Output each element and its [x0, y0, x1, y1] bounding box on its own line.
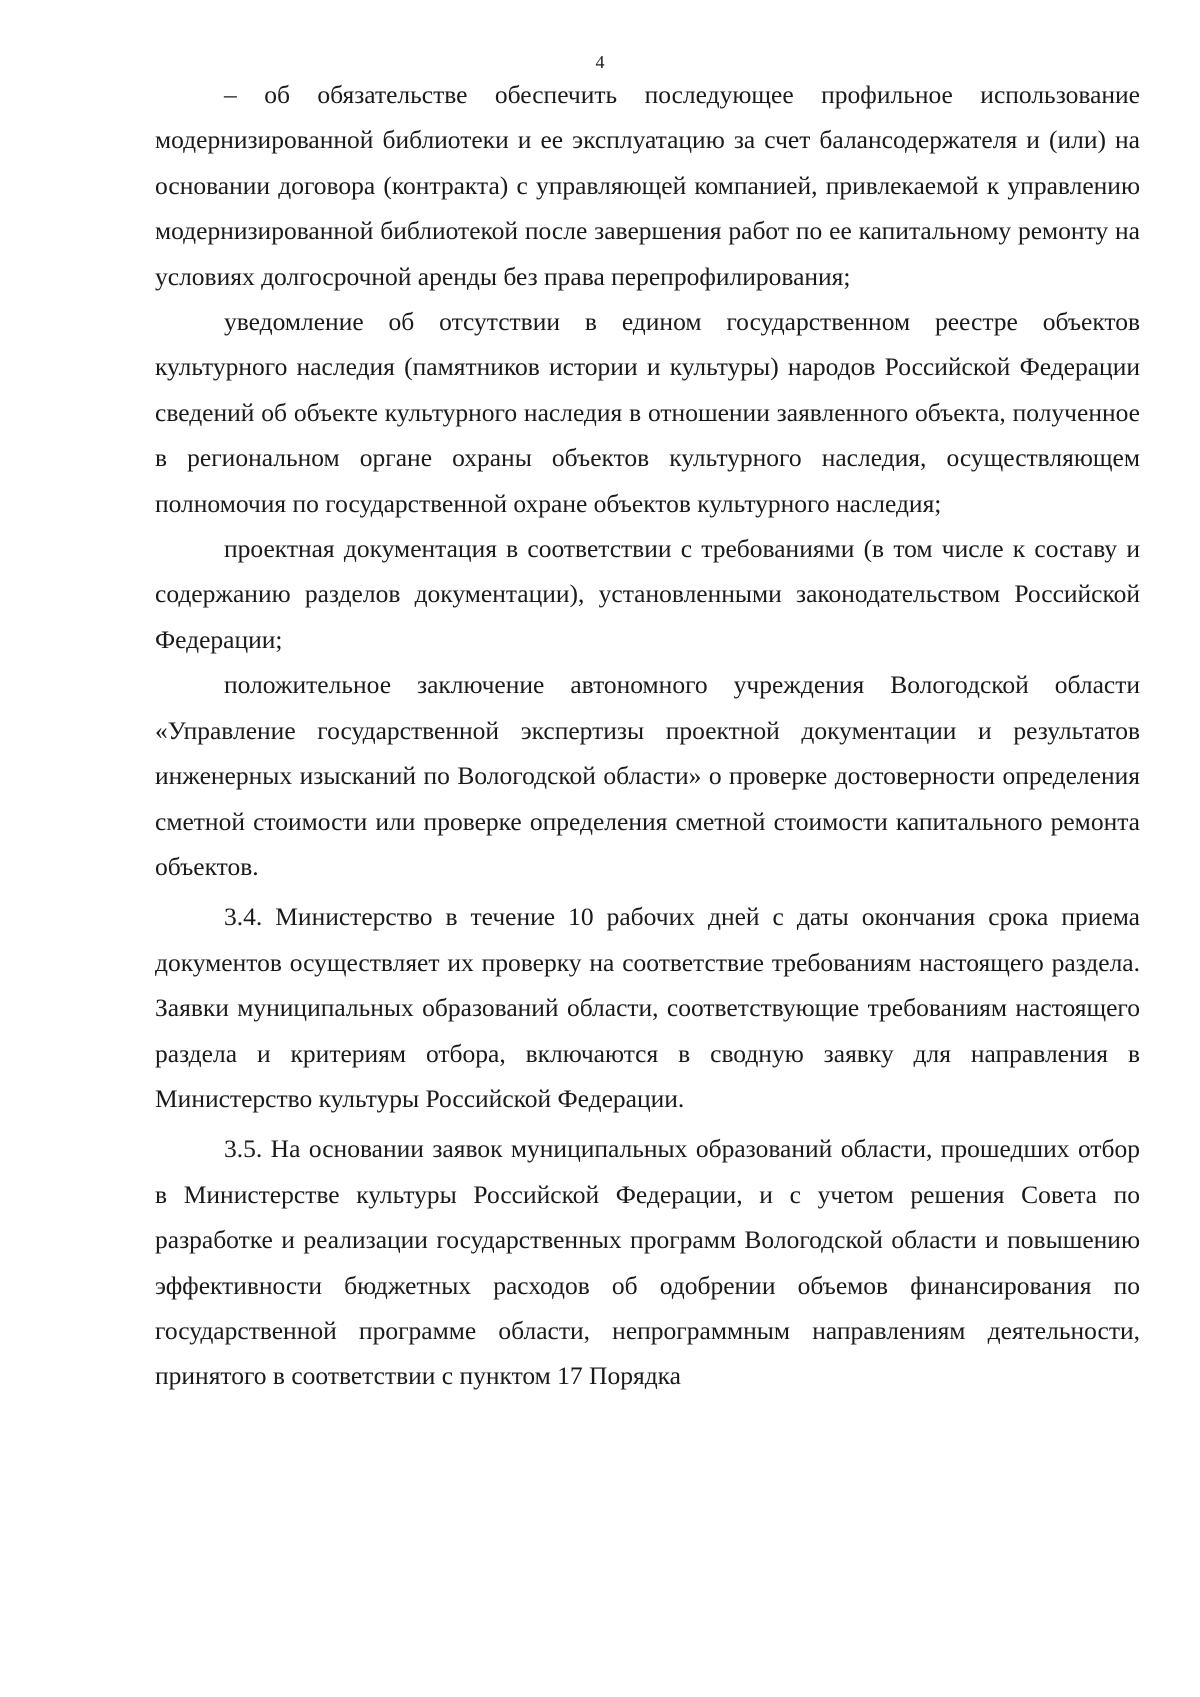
- document-body: [155, 72, 1140, 1399]
- paragraph-heritage-notice: уведомление об отсутствии в едином государственном реестре объектов культурного наследия (памятников истории и культуры) народов Российской Федерации сведений об объекте культурного наследия в отношении заявленного объекта, полученное в региональном органе охраны объектов культурного наследия, осуществляющем полномочия по государственной охране объектов культурного наследия;: [155, 307, 1140, 518]
- paragraph-obligation-clause: – об обязательстве обеспечить последующее профильное использование модернизированной библиотеки и ее эксплуатацию за счет балансодержателя и (или) на основании договора (контракта) с управляющей компанией, привлекаемой к управлению модернизированной библиотекой после завершения работ по ее капитальному ремонту на условиях долгосрочной аренды без права перепрофилирования;: [155, 80, 1140, 291]
- paragraph-expert-conclusion: положительное заключение автономного учреждения Вологодской области «Управление государственной экспертизы проектной документации и результатов инженерных изысканий по Вологодской области» о проверке достоверности определения сметной стоимости или проверке определения сметной стоимости капитального ремонта объектов.: [155, 670, 1140, 881]
- page-number: 4: [595, 52, 605, 72]
- paragraph-project-documentation: проектная документация в соответствии с требованиями (в том числе к составу и содержанию разделов документации), установленными законодательством Российской Федерации;: [155, 534, 1140, 654]
- paragraph-section-3-5: 3.5. На основании заявок муниципальных образований области, прошедших отбор в Министерстве культуры Российской Федерации, и с учетом решения Совета по разработке и реализации государственных программ Вологодской области и повышению эффективности бюджетных расходов об одобрении объемов финансирования по государственной программе области, непрограммным направлениям деятельности, принятого в соответствии с пунктом 17 Порядка: [155, 1134, 1140, 1391]
- paragraph-section-3-4: 3.4. Министерство в течение 10 рабочих дней с даты окончания срока приема документов осуществляет их проверку на соответствие требованиям настоящего раздела. Заявки муниципальных образований области, соответствующие требованиям настоящего раздела и критериям отбора, включаются в сводную заявку для направления в Министерство культуры Российской Федерации.: [155, 902, 1140, 1113]
